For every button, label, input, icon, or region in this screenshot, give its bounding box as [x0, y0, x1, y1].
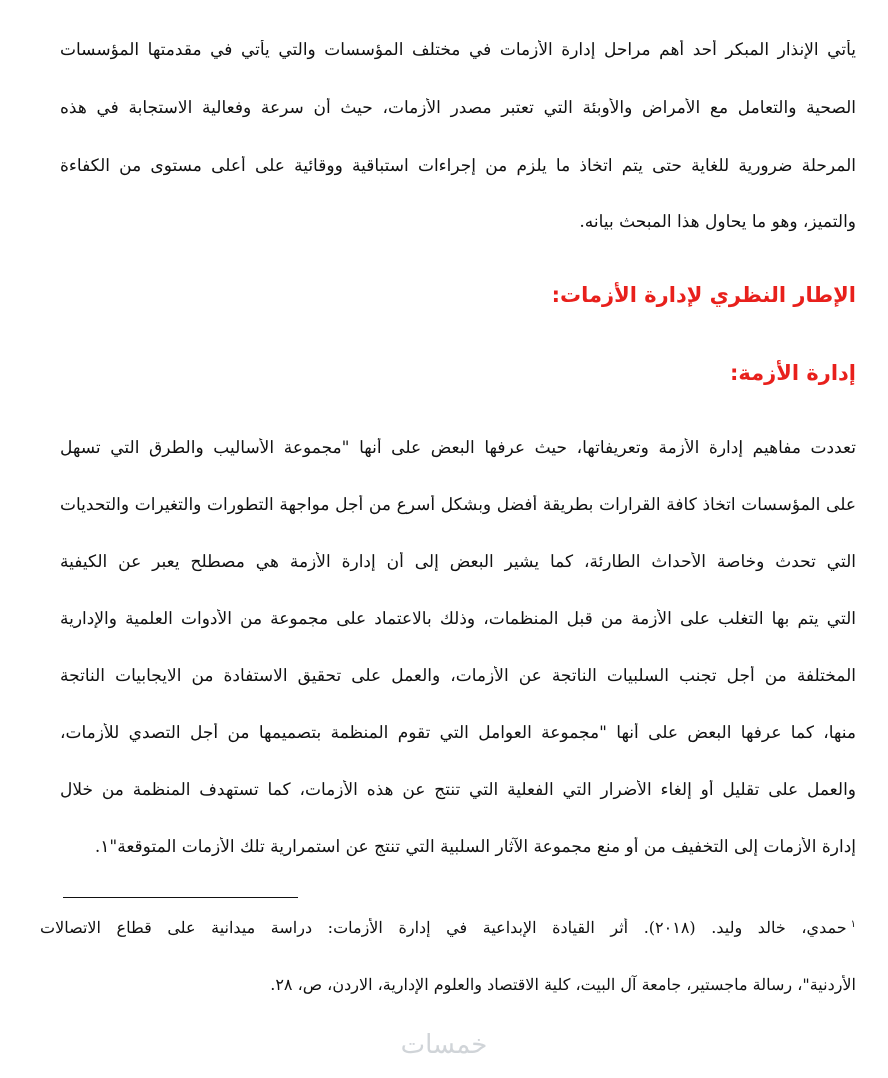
intro-line-2: الصحية والتعامل مع الأمراض والأوبئة التي تعتبر مصدر الأزمات، حيث أن سرعة وفعالية الاستجابة في هذه [60, 98, 856, 118]
intro-line-3: المرحلة ضرورية للغاية حتى يتم اتخاذ ما يلزم من إجراءات استباقية ووقائية على أعلى مستوى من الكفاءة [60, 156, 856, 176]
body-line-1: تعددت مفاهيم إدارة الأزمة وتعريفاتها، حيث عرفها البعض على أنها "مجموعة الأساليب والطرق التي تسهل [60, 438, 856, 458]
body-line-2: على المؤسسات اتخاذ كافة القرارات بطريقة أفضل وبشكل أسرع من أجل مواجهة التطورات والتغيرات والتحديات [60, 495, 856, 515]
intro-line-1: يأتي الإنذار المبكر أحد أهم مراحل إدارة الأزمات في مختلف المؤسسات والتي يأتي في مقدمتها المؤسسات [60, 40, 856, 60]
intro-line-4: والتميز، وهو ما يحاول هذا المبحث بيانه. [579, 212, 856, 232]
body-line-6: منها، كما عرفها البعض على أنها "مجموعة العوامل التي تقوم المنظمة بتصميمها من أجل التصدي للأزمات، [60, 723, 856, 743]
footnote-line-2: الأردنية"، رسالة ماجستير، جامعة آل البيت، كلية الاقتصاد والعلوم الإدارية، الاردن، ص، ٢٨. [270, 975, 856, 994]
body-line-4: التي يتم بها التغلب على الأزمة من قبل المنظمات، وذلك بالاعتماد على مجموعة من الأدوات العلمية والإدارية [60, 609, 856, 629]
footnote-marker: ١ [850, 918, 856, 930]
footnote-text-1: حمدي، خالد وليد. (٢٠١٨). أثر القيادة الإبداعية في إدارة الأزمات: دراسة ميدانية على قطاع الاتصالات [40, 918, 847, 937]
footnote-separator [63, 897, 298, 898]
body-line-3: التي تحدث وخاصة الأحداث الطارئة، كما يشير البعض إلى أن إدارة الأزمة هي مصطلح يعبر عن الكيفية [60, 552, 856, 572]
body-line-5: المختلفة من أجل تجنب السلبيات الناتجة عن الأزمات، والعمل على تحقيق الاستفادة من الايجابيات الناتجة [60, 666, 856, 686]
body-line-8: إدارة الأزمات إلى التخفيف من أو منع مجموعة الآثار السلبية التي تنتج عن استمرارية تلك الأزمات المتوقعة"١. [94, 837, 856, 857]
section-heading: الإطار النظري لإدارة الأزمات: [551, 283, 856, 307]
footnote-line-1 [40, 918, 856, 937]
subsection-heading: إدارة الأزمة: [729, 361, 856, 385]
watermark-logo: خمسات [400, 1030, 488, 1060]
body-line-7: والعمل على تقليل أو إلغاء الأضرار التي الفعلية التي تنتج عن هذه الأزمات، كما تستهدف المنظمة من خلال [60, 780, 856, 800]
